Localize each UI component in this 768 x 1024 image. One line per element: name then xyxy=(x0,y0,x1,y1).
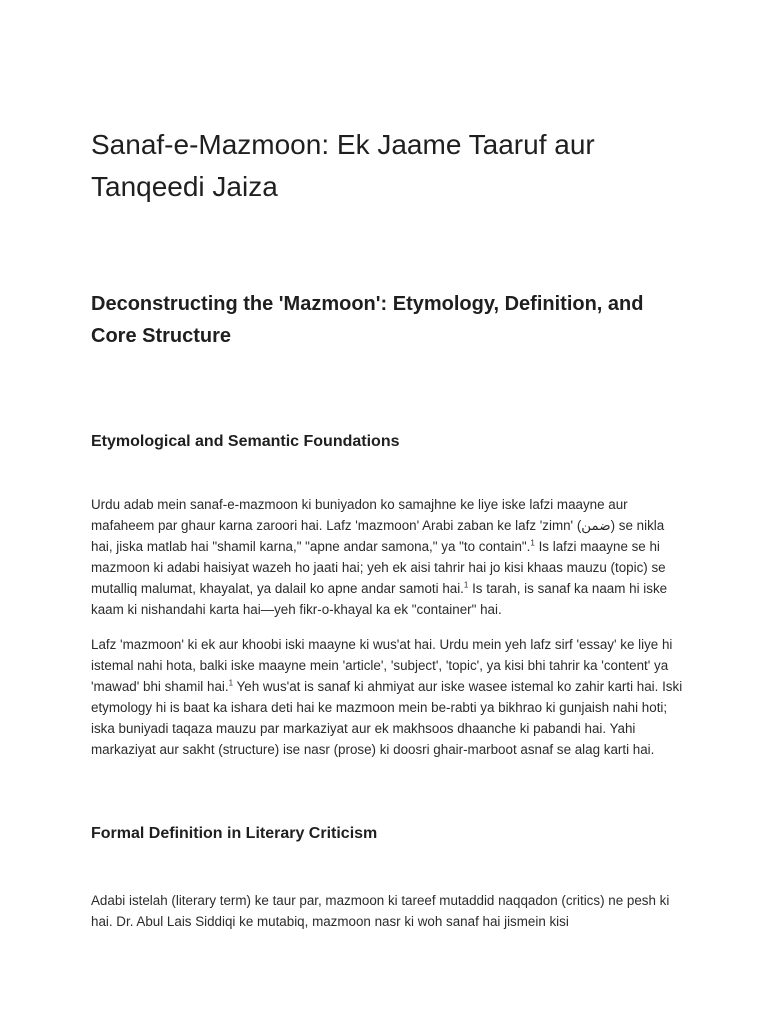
paragraph-text: Lafz 'mazmoon' ki ek aur khoobi iski maayne ki wus'at hai. Urdu mein yeh lafz sirf 'essay' ke liye hi istemal nahi hota, balki iske maayne mein 'article', 'subject', 'topic', ya kisi bhi tahrir ka 'content' ya 'mawad' bhi shamil hai. xyxy=(91,637,673,694)
section-heading: Deconstructing the 'Mazmoon': Etymology, Definition, and Core Structure xyxy=(91,293,644,347)
paragraph-etymology-1 xyxy=(91,494,687,620)
paragraph-text: Is lafzi maayne se hi mazmoon ki adabi haisiyat wazeh ho jaati hai; yeh ek aisi tahrir hai jo kisi khaas mauzu (topic) se mutalliq malumat, khayalat, ya dalail ko apne andar samoti hai. xyxy=(91,539,666,596)
document-title: Sanaf-e-Mazmoon: Ek Jaame Taaruf aur Tanqeedi Jaiza xyxy=(91,129,595,202)
citation-ref[interactable]: 1 xyxy=(530,538,535,548)
subsection-heading-definition: Formal Definition in Literary Criticism xyxy=(91,825,378,842)
paragraph-text: Is tarah, is sanaf ka naam hi iske kaam ki nishandahi karta hai—yeh fikr-o-khayal ka ek "container" hai. xyxy=(91,581,668,617)
paragraph-text: Urdu adab mein sanaf-e-mazmoon ki buniyadon ko samajhne ke liye iske lafzi maayne aur mafaheem par ghaur karna zaroori hai. Lafz 'mazmoon' Arabi zaban ke lafz 'zimn' (ضمن) se nikla hai, jiska matlab hai "shamil karna," "apne andar samona," ya "to contain". xyxy=(91,497,665,554)
citation-ref[interactable]: 1 xyxy=(463,580,469,590)
citation-ref[interactable]: 1 xyxy=(228,678,234,688)
paragraph-etymology-2 xyxy=(91,634,687,760)
subsection-heading-etymology: Etymological and Semantic Foundations xyxy=(91,433,400,450)
paragraph-definition-1: Adabi istelah (literary term) ke taur par, mazmoon ki tareef mutaddid naqqadon (critics) ne pesh ki hai. Dr. Abul Lais Siddiqi ke mutabiq, mazmoon nasr ki woh sanaf hai jismein kisi xyxy=(91,893,670,929)
paragraph-text: Yeh wus'at is sanaf ki ahmiyat aur iske wasee istemal ko zahir karti hai. Iski etymology hi is baat ka ishara deti hai ke mazmoon mein be-rabti ya bikhrao ki gunjaish nahi hoti; iska buniyadi taqaza mauzu par markaziyat aur ek makhsoos dhaanche ki pabandi hai. Yahi markaziyat aur sakht (structure) ise nasr (prose) ki doosri ghair-marboot asnaf se alag karti hai. xyxy=(91,679,683,757)
